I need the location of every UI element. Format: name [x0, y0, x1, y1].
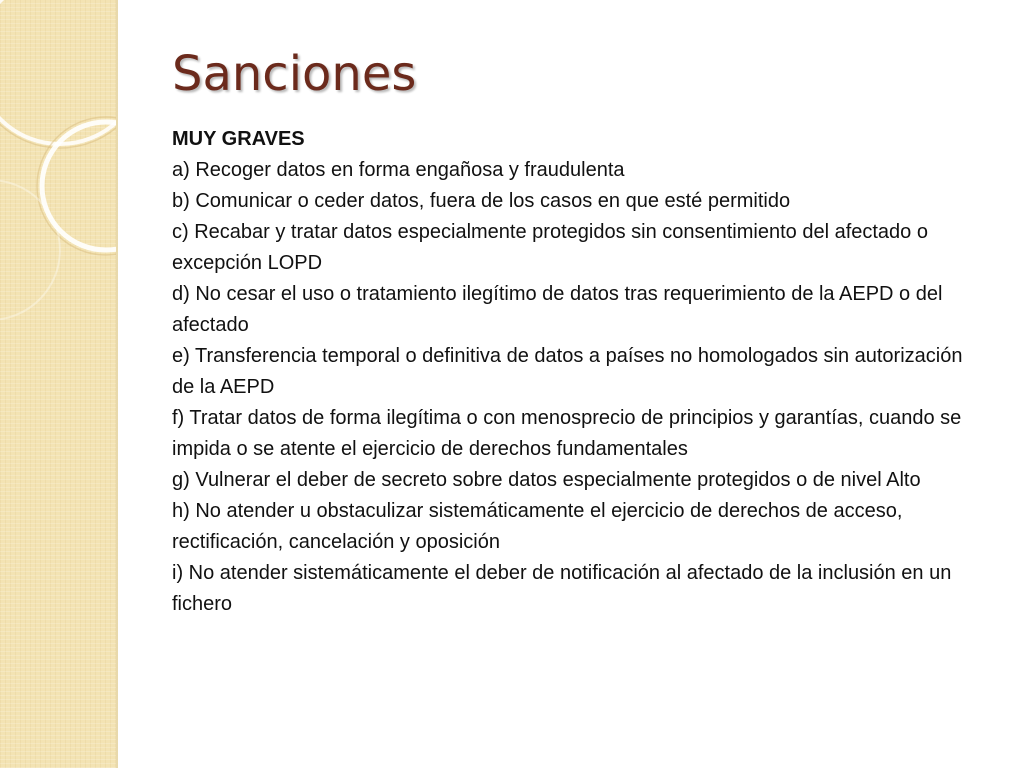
sanction-item-i: i) No atender sistemáticamente el deber de notificación al afectado de la inclusión en un fichero [172, 562, 952, 615]
sanction-item-f: f) Tratar datos de forma ilegítima o con menosprecio de principios y garantías, cuando se impida o se atente el ejercicio de derechos fundamentales [172, 407, 962, 460]
decorative-side-band [0, 0, 116, 768]
slide-title: Sanciones [172, 46, 417, 102]
section-heading: MUY GRAVES [172, 128, 305, 150]
decorative-circles [0, 0, 116, 768]
slide-content [172, 124, 972, 620]
sanction-item-b: b) Comunicar o ceder datos, fuera de los casos en que esté permitido [172, 190, 791, 212]
sanction-item-d: d) No cesar el uso o tratamiento ilegítimo de datos tras requerimiento de la AEPD o del afectado [172, 283, 943, 336]
sanction-item-e: e) Transferencia temporal o definitiva de datos a países no homologados sin autorización de la AEPD [172, 345, 963, 398]
side-band-edge [116, 0, 118, 768]
sanction-item-h: h) No atender u obstaculizar sistemáticamente el ejercicio de derechos de acceso, rectificación, cancelación y oposición [172, 500, 903, 553]
sanction-item-a: a) Recoger datos en forma engañosa y fraudulenta [172, 159, 625, 181]
sanction-item-g: g) Vulnerar el deber de secreto sobre datos especialmente protegidos o de nivel Alto [172, 469, 921, 491]
sanction-item-c: c) Recabar y tratar datos especialmente protegidos sin consentimiento del afectado o excepción LOPD [172, 221, 928, 274]
